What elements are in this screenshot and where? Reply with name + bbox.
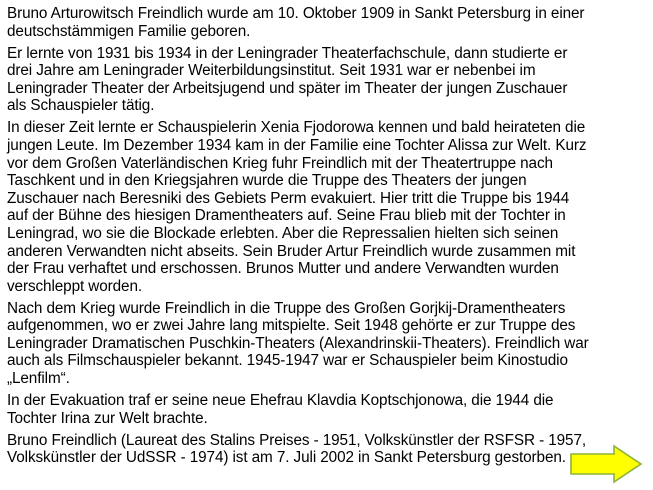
paragraph-birth <box>7 5 647 40</box>
text-line: Zuschauer nach Beresniki des Gebiets Perm evakuiert. Hier tritt die Truppe bis 1944 <box>7 189 570 207</box>
text-line: Leningrader Theater der Arbeitsjugend und später im Theater der jungen Zuschauer <box>7 79 568 97</box>
text-line: Leningrad, wo sie die Blockade erlebten. Aber die Repressalien hielten sich seinen <box>7 224 559 242</box>
right-arrow-shape <box>571 446 641 482</box>
text-line: als Schauspieler tätig. <box>7 97 155 115</box>
text-line: drei Jahre am Leningrader Weiterbildungsinstitut. Seit 1931 war er nebenbei im <box>7 62 536 80</box>
text-line: Taschkent und in den Kriegsjahren wurde die Truppe des Theaters der jungen <box>7 172 527 190</box>
text-line: auch als Filmschauspieler bekannt. 1945-1947 war er Schauspieler beim Kinostudio <box>7 352 568 370</box>
right-arrow-icon <box>568 443 644 485</box>
paragraph-education <box>7 45 647 115</box>
text-line: auf der Bühne des hiesigen Dramentheaters auf. Seine Frau blieb mit der Tochter in <box>7 207 566 225</box>
text-line: verschleppt worden. <box>7 277 142 295</box>
text-line: Bruno Arturowitsch Freindlich wurde am 10. Oktober 1909 in Sankt Petersburg in einer <box>7 5 585 22</box>
text-line: Bruno Freindlich (Laureat des Stalins Preises - 1951, Volkskünstler der RSFSR - 1957, <box>7 431 587 449</box>
text-line: jungen Leute. Im Dezember 1934 kam in der Familie eine Tochter Alissa zur Welt. Kurz <box>7 136 587 154</box>
text-line: aufgenommen, wo er zwei Jahre lang mitspielte. Seit 1948 gehörte er zur Truppe des <box>7 317 576 335</box>
text-line: In dieser Zeit lernte er Schauspielerin Xenia Fjodorowa kennen und bald heirateten die <box>7 119 586 137</box>
text-line: Volkskünstler der UdSSR - 1974) ist am 7. Juli 2002 in Sankt Petersburg gestorben. <box>7 449 566 467</box>
text-line: anderen Verwandten nicht abseits. Sein Bruder Artur Freindlich wurde zusammen mit <box>7 242 576 260</box>
text-line: der Frau verhaftet und erschossen. Brunos Mutter und andere Verwandten wurden <box>7 260 559 278</box>
text-line: Tochter Irina zur Welt brachte. <box>7 409 208 427</box>
next-slide-button[interactable] <box>568 443 644 485</box>
paragraph-honors-death <box>7 432 647 467</box>
text-line: In der Evakuation traf er seine neue Ehefrau Klavdia Koptschjonowa, die 1944 die <box>7 392 554 410</box>
text-line: deutschstämmigen Familie geboren. <box>7 22 251 40</box>
paragraph-war-years <box>7 119 647 295</box>
biography-text <box>7 5 647 471</box>
paragraph-second-marriage <box>7 392 647 427</box>
text-line: „Lenfilm“. <box>7 370 70 388</box>
paragraph-after-war <box>7 300 647 388</box>
text-line: Nach dem Krieg wurde Freindlich in die Truppe des Großen Gorjkij-Dramentheaters <box>7 299 566 317</box>
text-line: Leningrader Dramatischen Puschkin-Theaters (Alexandrinskii-Theaters). Freindlich war <box>7 334 589 352</box>
text-line: vor dem Großen Vaterländischen Krieg fuhr Freindlich mit der Theatertruppe nach <box>7 154 553 172</box>
text-line: Er lernte von 1931 bis 1934 in der Leningrader Theaterfachschule, dann studierte er <box>7 44 568 62</box>
